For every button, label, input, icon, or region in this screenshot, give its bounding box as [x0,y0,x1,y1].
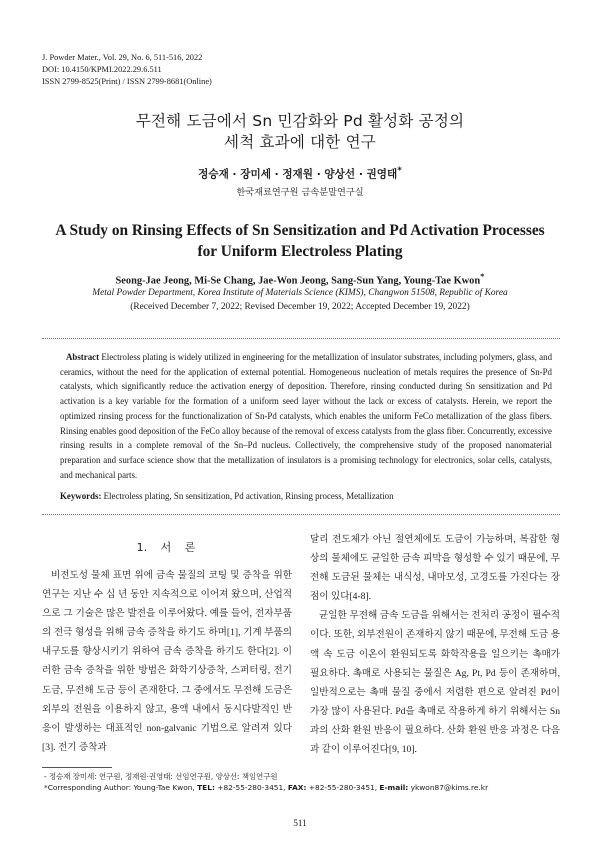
journal-doi: DOI: 10.4150/KPMI.2022.29.6.511 [42,65,162,74]
footnote-email[interactable]: ykwon87@kims.re.kr [408,783,489,792]
korean-authors-names: 정승재 · 장미세 · 정재원 · 양상선 · 권영태 [198,168,398,181]
section-heading-introduction: 1. 서 론 [136,541,196,554]
body-paragraph: 비전도성 물체 표면 위에 금속 물질의 코팅 및 증착을 위한 연구는 지난 수 십 년 동안 지속적으로 이어져 왔으며, 산업적으로 그 기술은 많은 발전을 이루어왔다. 예를 들어, 전자부품의 전극 형성을 위해 금속 증착을 하기도 하며[1], 기계 부품의 내구도를 향상시키기 위하여 금속 증착을 하기도 한다[2]. 이러한 금속 증착을 위한 방법은 화학기상증착, 스퍼터링, 전기도금, 무전해 도금 등이 존재한다. 그 중에서도 무전해 도금은 외부의 전원을 이용하지 않고, 용액 내에서 동시다발적인 반응이 발생하는 대표적인 non-galvanic 기법으로 알려져 있다[3]. 전기 증착과 [42,570,292,753]
english-title-line2: for Uniform Electroless Plating [197,243,403,260]
keywords [60,490,552,502]
footnote [44,771,488,793]
english-title-line1: A Study on Rinsing Effects of Sn Sensitization and Pd Activation Processes [55,222,545,239]
footnote-author-roles: - 정승재 장미세: 연구원, 정재원·권영태: 선임연구원, 양상선: 책임연구원 [44,772,278,781]
korean-title-line2: 세척 효과에 대한 연구 [224,133,376,151]
footnote-corr-prefix: *Corresponding Author: Young-Tae Kwon, [44,783,198,792]
body-column-left [42,566,292,757]
received-dates: (Received December 7, 2022; Revised December 19, 2022; Accepted December 19, 2022) [130,302,470,312]
footnote-tel: +82-55-280-3451, [214,783,288,792]
body-paragraph: 달리 전도체가 아닌 절연체에도 도금이 가능하며, 복잡한 형상의 물체에도 균일한 금속 피막을 형성할 수 있기 때문에, 무전해 도금된 물체는 내식성, 내마모성, 고경도를 가진다는 장점이 있다[4-8]. [310,534,560,603]
footnote-tel-label: TEL: [197,783,215,792]
english-affiliation: Metal Powder Department, Korea Institute of Materials Science (KIMS), Changwon 51508, Republic of Korea [92,288,508,298]
korean-title [0,111,600,153]
english-authors-names: Seong-Jae Jeong, Mi-Se Chang, Jae-Won Jeong, Sang-Sun Yang, Young-Tae Kwon [115,275,481,287]
footnote-email-label: E-mail: [379,783,409,792]
english-title [30,220,570,262]
korean-authors [0,166,600,182]
abstract-bottom-divider [42,514,560,515]
page-number: 511 [293,818,307,828]
corresponding-mark: * [480,271,485,281]
journal-issn: ISSN 2799-8525(Print) / ISSN 2799-8681(Online) [42,77,212,86]
keywords-text: Electroless plating, Sn sensitization, Pd activation, Rinsing process, Metallization [103,491,394,501]
korean-title-line1: 무전해 도금에서 Sn 민감화와 Pd 활성화 공정의 [135,112,465,130]
abstract [60,350,552,482]
abstract-top-divider [42,338,560,339]
footnote-fax: +82-55-280-3451, [306,783,380,792]
english-authors [0,271,600,286]
footnote-corresponding [44,782,488,793]
body-column-right [310,530,560,759]
corresponding-mark: * [397,166,402,176]
footnote-fax-label: FAX: [287,783,307,792]
abstract-text: Electroless plating is widely utilized in engineering for the metallization of insulator substrates, including polymers, glass, and ceramics, without the need for the application of external potential. Homogeneous nucleation of metals requires the presence of Sn-Pd catalysts, which significantly reduce the activation energy of deposition. Therefore, rinsing conducted during Sn sensitization and Pd activation is a key variable for the formation of a uniform seed layer without the lack or excess of catalysts. Herein, we report the optimized rinsing process for the functionalization of Sn-Pd catalysts, which enables the uniform FeCo metallization of the glass fibers. Rinsing enables good deposition of the FeCo alloy because of the removal of excess catalysts from the glass fiber. Concurrently, excessive rinsing results in a complete removal of the Sn–Pd nucleus. Collectively, the comprehensive study of the proposed nanomaterial preparation and surface science show that the metallization of insulators is a promising technology for electronics, solar cells, catalysts, and mechanical parts. [60,352,553,480]
body-paragraph: 균일한 무전해 금속 도금을 위해서는 전처리 공정이 필수적이다. 또한, 외부전원이 존재하지 않기 때문에, 무전해 도금 용액 속 도금 이온이 환원되도록 화학작용을 일으키는 촉매가 필요하다. 촉매로 사용되는 물질은 Ag, Pt, Pd 등이 존재하며, 일반적으로는 촉매 물질 중에서 저렴한 편으로 알려진 Pd이 가장 많이 사용된다. Pd을 촉매로 작용하게 하기 위해서는 Sn과의 산화 환원 반응이 필요하다. 산화 환원 반응 과정은 다음과 같이 이루어진다[9, 10]. [310,610,560,756]
footnote-divider [42,767,112,768]
journal-citation: J. Powder Mater., Vol. 29, No. 6, 511-516, 2022 [42,53,203,62]
korean-affiliation: 한국재료연구원 금속분말연구실 [236,187,364,198]
abstract-label: Abstract [66,352,100,362]
journal-info [42,52,212,88]
keywords-label: Keywords: [60,491,102,501]
